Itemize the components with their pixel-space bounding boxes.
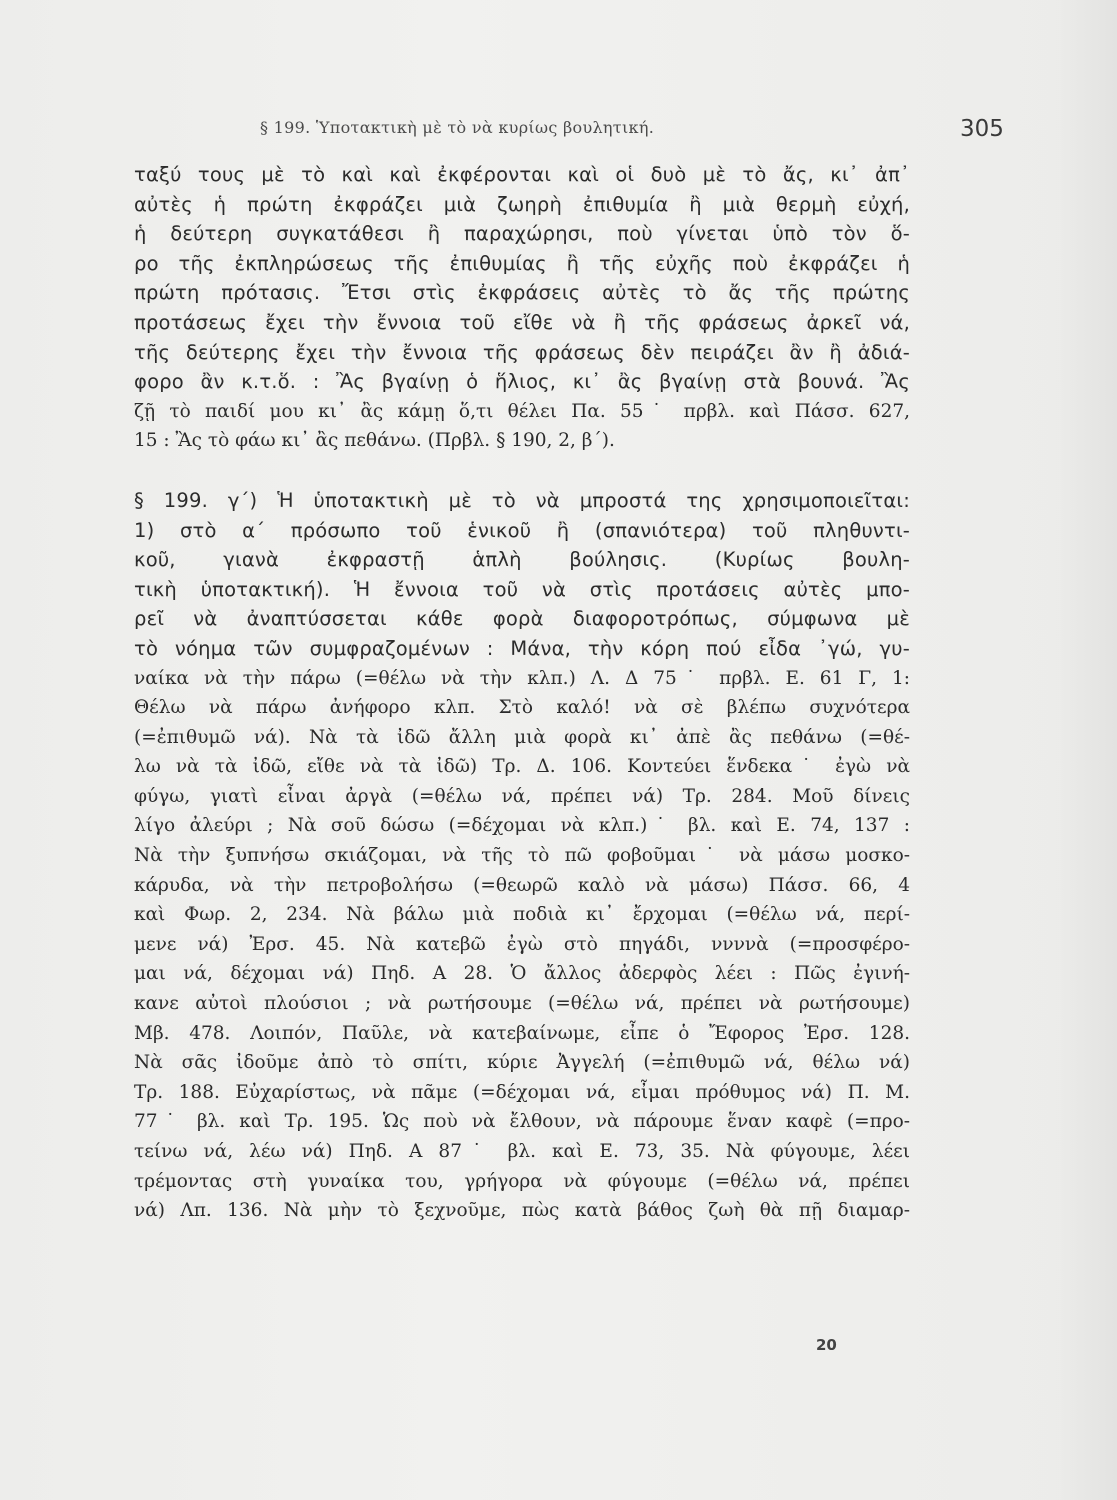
- text-line: ζῇ τὸ παιδί μου κι᾽ ἂς κάμῃ ὅ,τι θέλει Πα. 55˙ πρβλ. καὶ Πάσσ. 627,: [134, 400, 910, 422]
- running-head: § 199. Ὑποτακτικὴ μὲ τὸ νὰ κυρίως βουλητική.: [260, 118, 655, 137]
- text-line: Θέλω νὰ πάρω ἀνήφορο κλπ. Στὸ καλό! νὰ σὲ βλέπω συχνότερα: [134, 697, 910, 719]
- text-line: μενε νά) Ἐρσ. 45. Νὰ κατεβῶ ἐγὼ στὸ πηγάδι, ννννὰ (=προσφέρο-: [134, 933, 910, 955]
- text-line: Νὰ σᾶς ἰδοῦμε ἀπὸ τὸ σπίτι, κύριε Ἀγγελή (=ἐπιθυμῶ νά, θέλω νά): [134, 1052, 910, 1074]
- text-line: κοῦ, γιανὰ ἐκφραστῇ ἁπλὴ βούλησις. (Κυρίως βουλη-: [134, 548, 910, 572]
- text-line: ἡ δεύτερη συγκατάθεσι ἢ παραχώρησι, ποὺ γίνεται ὑπὸ τὸν ὅ-: [134, 222, 910, 246]
- text-line: φύγω, γιατὶ εἶναι ἀργὰ (=θέλω νά, πρέπει νά) Τρ. 284. Μοῦ δίνεις: [134, 785, 910, 807]
- text-line: τικὴ ὑποτακτική). Ἡ ἔννοια τοῦ νὰ στὶς προτάσεις αὐτὲς μπο-: [134, 577, 910, 601]
- text-line: 77˙ βλ. καὶ Τρ. 195. Ὡς ποὺ νὰ ἔλθουν, νὰ πάρουμε ἕναν καφὲ (=προ-: [134, 1111, 910, 1133]
- text-line: τὸ νόημα τῶν συμφραζομένων : Μάνα, τὴν κόρη πού εἶδα ᾽γώ, γυ-: [134, 636, 910, 660]
- text-line: κανε αὐτοὶ πλούσιοι ; νὰ ρωτήσουμε (=θέλω νά, πρέπει νὰ ρωτήσουμε): [134, 993, 910, 1015]
- text-line: αὐτὲς ἡ πρώτη ἐκφράζει μιὰ ζωηρὴ ἐπιθυμία ἢ μιὰ θερμὴ εὐχή,: [134, 192, 910, 216]
- text-line: λω νὰ τὰ ἰδῶ, εἴθε νὰ τὰ ἰδῶ) Τρ. Δ. 106. Κοντεύει ἕνδεκα˙ ἐγὼ νὰ: [134, 756, 910, 778]
- text-line: κάρυδα, νὰ τὴν πετροβολήσω (=θεωρῶ καλὸ νὰ μάσω) Πάσσ. 66, 4: [134, 874, 910, 896]
- page-edge-shadow: [1050, 0, 1117, 1500]
- text-line: μαι νά, δέχομαι νά) Πηδ. Α 28. Ὁ ἄλλος ἀδερφὸς λέει : Πῶς ἐγινή-: [134, 963, 910, 985]
- text-line: τρέμοντας στὴ γυναίκα του, γρήγορα νὰ φύγουμε (=θέλω νά, πρέπει: [134, 1170, 910, 1192]
- paragraph-gap: [134, 456, 910, 486]
- signature-mark: 20: [816, 1336, 837, 1354]
- text-line: Τρ. 188. Εὐχαρίστως, νὰ πᾶμε (=δέχομαι νά, εἶμαι πρόθυμος νά) Π. Μ.: [134, 1081, 910, 1103]
- text-line: 1) στὸ α΄ πρόσωπο τοῦ ἑνικοῦ ἢ (σπανιότερα) τοῦ πληθυντι-: [134, 518, 910, 542]
- text-line: καὶ Φωρ. 2, 234. Νὰ βάλω μιὰ ποδιὰ κι᾽ ἔρχομαι (=θέλω νά, περί-: [134, 904, 910, 926]
- text-line: 15 : Ἂς τὸ φάω κι᾽ ἂς πεθάνω. (Πρβλ. § 190, 2, β΄).: [134, 430, 615, 452]
- text-line: τῆς δεύτερης ἔχει τὴν ἔννοια τῆς φράσεως δὲν πειράζει ἂν ἢ ἀδιά-: [134, 340, 910, 364]
- text-line: προτάσεως ἔχει τὴν ἔννοια τοῦ εἴθε νὰ ἢ τῆς φράσεως ἀρκεῖ νά,: [134, 310, 910, 334]
- text-line: πρώτη πρότασις. Ἔτσι στὶς ἐκφράσεις αὐτὲς τὸ ἄς τῆς πρώτης: [134, 281, 910, 305]
- text-line: λίγο ἀλεύρι ; Νὰ σοῦ δώσω (=δέχομαι νὰ κλπ.)˙ βλ. καὶ Ε. 74, 137 :: [134, 815, 910, 837]
- text-line: ρο τῆς ἐκπληρώσεως τῆς ἐπιθυμίας ἢ τῆς εὐχῆς ποὺ ἐκφράζει ἡ: [134, 251, 910, 275]
- text-line: ρεῖ νὰ ἀναπτύσσεται κάθε φορὰ διαφοροτρόπως, σύμφωνα μὲ: [134, 607, 910, 631]
- paragraph-1: [134, 160, 910, 456]
- text-line: ταξύ τους μὲ τὸ καὶ καὶ ἐκφέρονται καὶ οἱ δυὸ μὲ τὸ ἄς, κι᾽ ἀπ᾽: [134, 163, 910, 186]
- page-number: 305: [960, 116, 1004, 142]
- text-line: νά) Λπ. 136. Νὰ μὴν τὸ ξεχνοῦμε, πὼς κατὰ βάθος ζωὴ θὰ πῇ διαμαρ-: [134, 1200, 910, 1222]
- text-line: (=ἐπιθυμῶ νά). Νὰ τὰ ἰδῶ ἄλλη μιὰ φορὰ κι᾽ ἀπὲ ἂς πεθάνω (=θέ-: [134, 726, 910, 748]
- body-text: [134, 160, 910, 1226]
- paragraph-2: [134, 486, 910, 1226]
- text-line: Μβ. 478. Λοιπόν, Παῦλε, νὰ κατεβαίνωμε, εἶπε ὁ Ἔφορος Ἐρσ. 128.: [134, 1022, 910, 1044]
- text-line: τείνω νά, λέω νά) Πηδ. Α 87˙ βλ. καὶ Ε. 73, 35. Νὰ φύγουμε, λέει: [134, 1141, 910, 1162]
- text-line: Νὰ τὴν ξυπνήσω σκιάζομαι, νὰ τῆς τὸ πῶ φοβοῦμαι˙ νὰ μάσω μοσκο-: [134, 845, 910, 867]
- text-line: ναίκα νὰ τὴν πάρω (=θέλω νὰ τὴν κλπ.) Λ. Δ 75˙ πρβλ. Ε. 61 Γ, 1:: [134, 667, 910, 689]
- text-line: φορο ἂν κ.τ.ὅ. : Ἂς βγαίνῃ ὁ ἥλιος, κι᾽ ἂς βγαίνῃ στὰ βουνά. Ἂς: [134, 370, 910, 394]
- section-heading-line: § 199. γ΄) Ἡ ὑποτακτικὴ μὲ τὸ νὰ μπροστά της χρησιμοποιεῖται:: [134, 488, 910, 512]
